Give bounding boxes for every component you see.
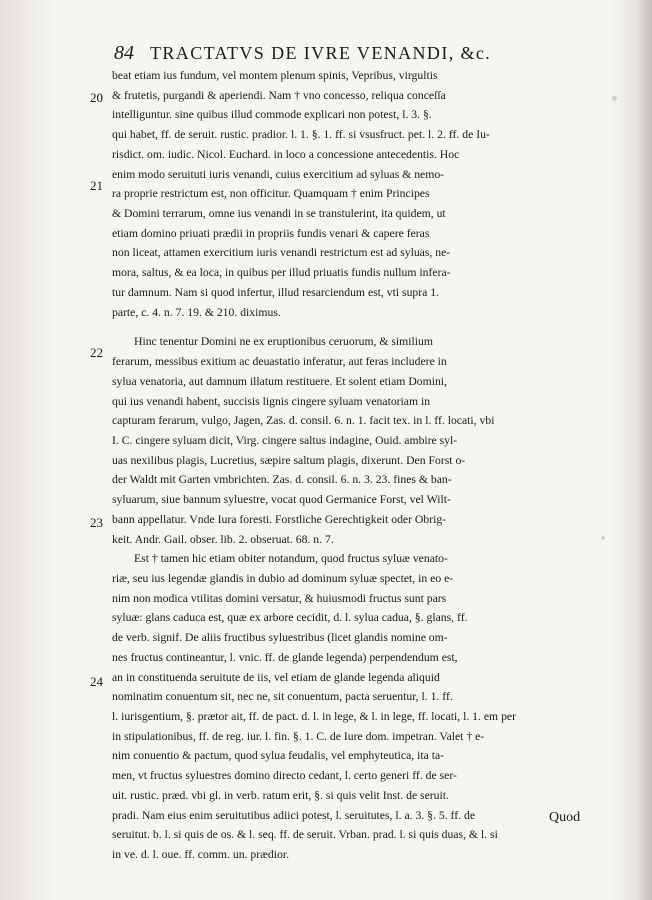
catchword: Quod: [549, 810, 581, 825]
text-line: capturam ferarum, vulgo, Jagen, Zas. d. consil. 6. n. 1. facit tex. in l. ff. locati, vbi: [112, 414, 495, 428]
page-edge-shading: [0, 0, 55, 900]
ink-speck: [612, 96, 617, 101]
text-line: in ve. d. l. oue. ff. comm. un. prædior.: [112, 848, 290, 862]
text-line: l. iurisgentium, §. prætor ait, ff. de pact. d. l. in lege, & l. in lege, ff. locati, l. 1. em per: [112, 710, 516, 723]
ink-speck: [601, 536, 605, 540]
text-line: der Waldt mit Garten vmbrichten. Zas. d. consil. 6. n. 3. 23. fines & ban-: [112, 473, 452, 487]
text-line: nim non modica vtilitas domini versatur, & huiusmodi fructus sunt pars: [112, 591, 447, 605]
text-line: nim conuentio & pactum, quod sylua feudalis, vel emphyteutica, ita ta-: [112, 749, 445, 763]
text-line: mora, saltus, & ea loca, in quibus per illud priuatis fundis nullum infera-: [112, 266, 451, 280]
paragraph-gap: [112, 322, 612, 332]
text-line: qui habet, ff. de seruit. rustic. pradior. l. 1. §. 1. ff. si vsusfruct. pet. l. 2. ff. de Iu-: [112, 128, 490, 142]
margin-number: 20: [90, 90, 103, 105]
text-line: in stipulationibus, ff. de reg. iur. l. fin. §. 1. C. de Iure dom. impetran. Valet † e-: [112, 729, 485, 743]
text-line: uas nexilibus plagis, Lucretius, sæpire saltum plagis, dixerunt. Den Forst o-: [112, 453, 466, 467]
text-line: intelliguntur. sine quibus illud commode explicari non potest, l. 3. §.: [112, 108, 432, 122]
text-line: nominatim conuentum sit, nec ne, sit conuentum, pacta seruentur, l. 1. ff.: [112, 690, 453, 704]
text-line: uit. rustic. præd. vbi gl. in verb. ratum erit, §. si quis velit Inst. de seruit.: [112, 788, 449, 802]
text-line: ra proprie restrictum est, non officitur. Quamquam † enim Principes: [112, 187, 430, 201]
text-line: de verb. signif. De aliis fructibus syluestribus (licet glandis nomine om-: [112, 631, 448, 645]
text-line: bann appellatur. Vnde Iura foresti. Forstliche Gerechtigkeit oder Obrig-: [112, 512, 447, 526]
text-line: syluarum, siue bannum syluestre, vocat quod Germanice Forst, vel Wilt-: [112, 493, 451, 507]
text-line: men, vt fructus syluestres domino directo cedant, l. certo generi ff. de ser-: [112, 769, 457, 783]
text-line: & frutetis, purgandi & aperiendi. Nam † vno concesso, reliqua conceſſa: [112, 88, 446, 102]
margin-number: 23: [90, 515, 103, 530]
text-line: an in constituenda seruitute de iis, vel etiam de glande legenda aliquid: [112, 670, 440, 684]
text-line: Hinc tenentur Domini ne ex eruptionibus ceruorum, & similium: [134, 335, 433, 349]
text-line: beat etiam ius fundum, vel montem plenum spinis, Vepribus, virgultis: [112, 69, 438, 82]
text-line: qui ius venandi habent, succisis lignis cingere syluam venatoriam in: [112, 394, 431, 408]
text-line: syluæ: glans caduca est, quæ ex arbore cecidit, d. l. sylua cadua, §. glans, ff.: [112, 611, 468, 625]
margin-number: 21: [90, 178, 103, 193]
text-line: keit. Andr. Gail. obser. lib. 2. obseruat. 68. n. 7.: [112, 532, 334, 546]
page-number: 84: [114, 42, 134, 64]
text-line: non liceat, attamen exercitium iuris venandi restrictum est ad syluas, ne-: [112, 246, 451, 260]
text-line: seruitut. b. l. si quis de os. & l. seq. ff. de seruit. Vrban. prad. l. si quis duas, & l. si: [112, 828, 498, 842]
text-line: riæ, seu ius legendæ glandis in dubio ad dominum syluæ spectet, in eo e-: [112, 571, 454, 585]
margin-number: 22: [90, 345, 103, 360]
running-title: TRACTATVS DE IVRE VENANDI, &c.: [150, 43, 492, 63]
body-text: [112, 66, 612, 865]
text-line: I. C. cingere syluam dicit, Virg. cingere saltus indagine, Ouid. ambire syl-: [112, 433, 458, 447]
text-line: pradi. Nam eius enim seruitutibus adiici potest, l. seruitutes, l. a. 3. §. 5. ff. de: [112, 808, 476, 822]
text-line: tur damnum. Nam si quod infertur, illud resarciendum est, vti supra 1.: [112, 285, 440, 299]
text-line: parte, c. 4. n. 7. 19. & 210. diximus.: [112, 305, 281, 319]
text-line: & Domini terrarum, omne ius venandi in se transtulerint, ita quidem, ut: [112, 207, 446, 221]
text-line: Est † tamen hic etiam obiter notandum, quod fructus syluæ venato-: [134, 552, 448, 566]
text-line: risdict. om. iudic. Nicol. Euchard. in loco a concessione antecedentis. Hoc: [112, 147, 460, 161]
margin-number: 24: [90, 674, 103, 689]
text-line: etiam domino priuati prædii in propriis fundis venari & capere feras: [112, 226, 430, 240]
text-line: nes fructus contineantur, l. vnic. ff. de glande legenda) perpendendum est,: [112, 650, 458, 664]
text-line: sylua venatoria, aut damnum illatum restituere. Et solent etiam Domini,: [112, 374, 447, 388]
text-line: ferarum, messibus exitium ac deuastatio inferatur, aut feras includere in: [112, 355, 447, 369]
gutter-shadow: [612, 0, 652, 900]
text-line: enim modo seruituti iuris venandi, cuius exercitium ad syluas & nemo-: [112, 167, 445, 181]
